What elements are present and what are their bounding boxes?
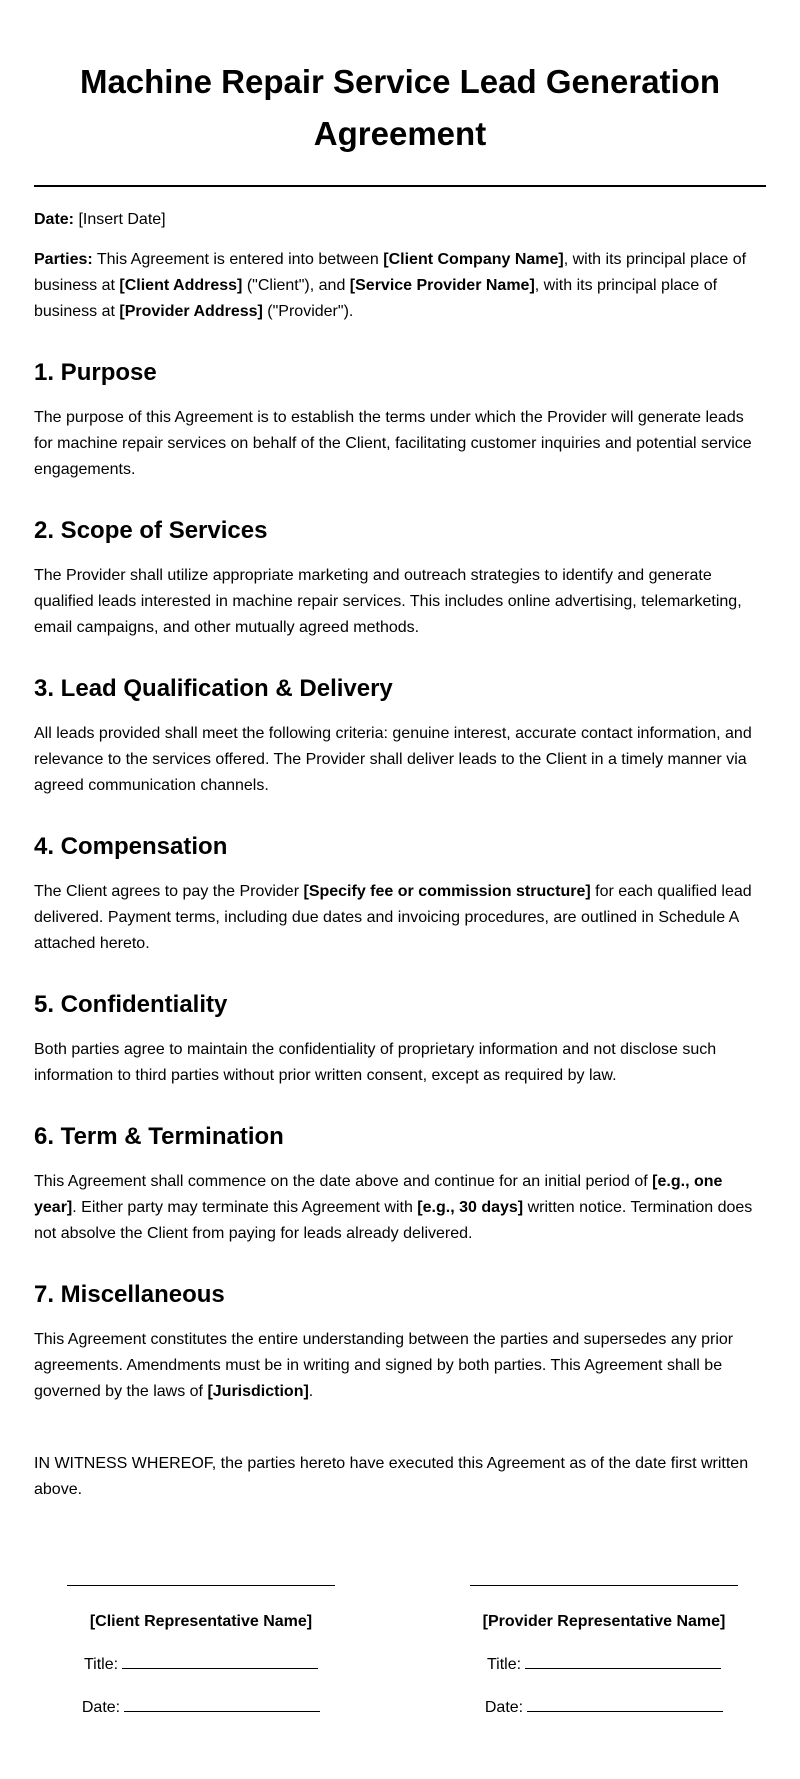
section-heading-misc: 7. Miscellaneous xyxy=(34,1281,225,1308)
section-heading-confidentiality: 5. Confidentiality xyxy=(34,991,228,1018)
section-heading-scope: 2. Scope of Services xyxy=(34,517,268,544)
section-body-misc xyxy=(34,1327,766,1405)
document-title: Machine Repair Service Lead Generation Agreement xyxy=(79,63,721,152)
provider-title-field xyxy=(469,1653,739,1675)
jurisdiction-placeholder: [Jurisdiction] xyxy=(207,1383,309,1400)
date-line xyxy=(34,207,766,233)
client-signature-line xyxy=(67,1585,335,1586)
section-heading-qualification: 3. Lead Qualification & Delivery xyxy=(34,675,393,702)
provider-date-blank xyxy=(527,1696,723,1712)
client-signature-block xyxy=(66,1585,336,1718)
parties-text-4: , with its principal place of business at xyxy=(34,277,718,320)
provider-date-label: Date: xyxy=(484,1699,524,1716)
client-representative-name: [Client Representative Name] xyxy=(89,1613,313,1630)
provider-signature-block xyxy=(469,1585,739,1718)
section-heading-term: 6. Term & Termination xyxy=(34,1123,284,1150)
client-date-label: Date: xyxy=(81,1699,121,1716)
title-divider xyxy=(34,185,766,187)
section-body-compensation xyxy=(34,879,766,957)
provider-title-label: Title: xyxy=(486,1656,522,1673)
provider-representative-name: [Provider Representative Name] xyxy=(482,1613,726,1630)
parties-paragraph xyxy=(34,247,766,325)
section-body-scope: The Provider shall utilize appropriate marketing and outreach strategies to identify and generate qualified leads interested in machine repair services. This includes online advertising, telemarketing, email campaigns, and other mutually agreed methods. xyxy=(34,567,742,636)
section-body-confidentiality: Both parties agree to maintain the confidentiality of proprietary information and not disclose such information to third parties without prior written consent, except as required by law. xyxy=(34,1041,717,1084)
parties-text-3: ("Client"), and xyxy=(246,277,346,294)
provider-address-placeholder: [Provider Address] xyxy=(119,303,263,320)
date-label: Date: xyxy=(34,211,75,228)
parties-label: Parties: xyxy=(34,251,93,268)
term-text-2: . Either party may terminate this Agreement with xyxy=(72,1199,413,1216)
date-value: [Insert Date] xyxy=(78,211,166,228)
section-heading-purpose: 1. Purpose xyxy=(34,359,157,386)
period-placeholder: [e.g., one year] xyxy=(34,1173,723,1216)
provider-title-blank xyxy=(525,1653,721,1669)
term-text-1: This Agreement shall commence on the date above and continue for an initial period of xyxy=(34,1173,648,1190)
section-body-term xyxy=(34,1169,766,1247)
parties-text-1: This Agreement is entered into between xyxy=(96,251,379,268)
compensation-text-1: The Client agrees to pay the Provider xyxy=(34,883,300,900)
notice-placeholder: [e.g., 30 days] xyxy=(417,1199,524,1216)
fee-placeholder: [Specify fee or commission structure] xyxy=(303,883,591,900)
witness-clause: IN WITNESS WHEREOF, the parties hereto have executed this Agreement as of the date first written above. xyxy=(34,1455,749,1498)
provider-name-placeholder: [Service Provider Name] xyxy=(349,277,535,294)
client-address-placeholder: [Client Address] xyxy=(119,277,243,294)
client-date-blank xyxy=(124,1696,320,1712)
client-date-field xyxy=(66,1696,336,1718)
provider-date-field xyxy=(469,1696,739,1718)
signature-section xyxy=(34,1585,766,1745)
compensation-text-2: for each qualified lead delivered. Payment terms, including due dates and invoicing procedures, are outlined in Schedule A attached hereto. xyxy=(34,883,752,952)
misc-text-2: . xyxy=(308,1383,314,1400)
section-body-purpose: The purpose of this Agreement is to establish the terms under which the Provider will generate leads for machine repair services on behalf of the Client, facilitating customer inquiries and potential service engagements. xyxy=(34,409,752,478)
client-title-blank xyxy=(122,1653,318,1669)
provider-signature-line xyxy=(470,1585,738,1586)
client-title-field xyxy=(66,1653,336,1675)
term-text-3: written notice. Termination does not absolve the Client from paying for leads already delivered. xyxy=(34,1199,753,1242)
client-company-placeholder: [Client Company Name] xyxy=(383,251,564,268)
parties-text-5: ("Provider"). xyxy=(267,303,354,320)
parties-text-2: , with its principal place of business at xyxy=(34,251,747,294)
misc-text-1: This Agreement constitutes the entire understanding between the parties and supersedes any prior agreements. Amendments must be in writing and signed by both parties. This Agreement shall be governed by the laws of xyxy=(34,1331,734,1400)
section-heading-compensation: 4. Compensation xyxy=(34,833,228,860)
section-body-qualification: All leads provided shall meet the following criteria: genuine interest, accurate contact information, and relevance to the services offered. The Provider shall deliver leads to the Client in a timely manner via agreed communication channels. xyxy=(34,725,752,794)
client-title-label: Title: xyxy=(83,1656,119,1673)
